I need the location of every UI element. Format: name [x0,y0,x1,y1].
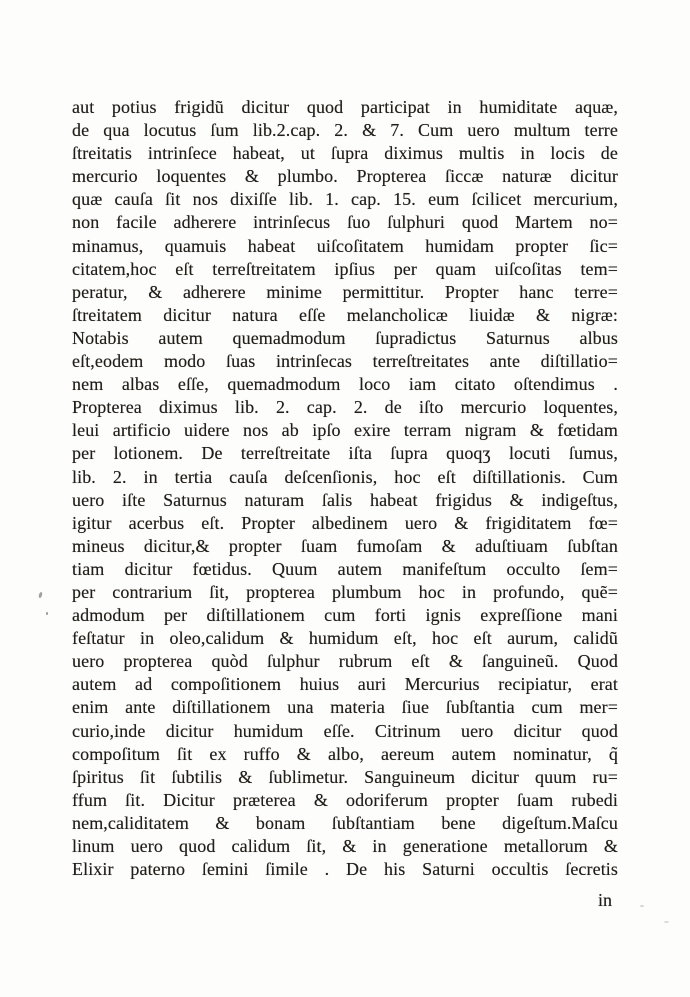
text-line: nem,caliditatem & bonam ſubſtantiam bene digeſtum.Maſcu [72,812,618,833]
text-line: aut potius frigidũ dicitur quod participat in humiditate aquæ, [72,97,618,117]
text-line: enim ante diſtillationem una materia ſiue ſubſtantia cum mer= [72,697,618,718]
text-line: lib. 2. in tertia cauſa deſcenſionis, hoc eſt diſtillationis. Cum [72,466,618,487]
text-line: Notabis autem quemadmodum ſupradictus Saturnus albus [72,327,618,348]
text-line: tiam dicitur fœtidus. Quum autem manifeſtum occulto ſem= [72,558,618,579]
text-line: igitur acerbus eſt. Propter albedinem uero & frigiditatem fœ= [72,512,618,533]
text-line: mercurio loquentes & plumbo. Propterea ſiccæ naturæ dicitur [72,166,618,187]
text-line: nem albas eſſe, quemadmodum loco iam citato oſtendimus . [72,374,618,395]
text-line: eſt,eodem modo ſuas intrinſecas terreſtreitates ante diſtillatio= [72,351,618,372]
text-line: uero propterea quòd ſulphur rubrum eſt & ſanguineũ. Quod [72,651,618,672]
text-line: per lotionem. De terreſtreitate iſta ſupra quoqʒ locuti ſumus, [72,443,618,464]
catchword: in [597,890,612,910]
text-line: peratur, & adherere minime permittitur. Propter hanc terre= [72,281,618,302]
text-line: Propterea diximus lib. 2. cap. 2. de iſto mercurio loquentes, [72,397,618,418]
text-line: non facile adherere intrinſecus ſuo ſulphuri quod Martem no= [72,212,618,233]
text-line: ffum ſit. Dicitur præterea & odoriferum propter ſuam rubedi [72,789,618,810]
text-line: leui artificio uidere nos ab ipſo exire terram nigram & fœtidam [72,420,618,441]
text-line: minamus, quamuis habeat uiſcoſitatem humidam propter ſic= [72,235,618,256]
text-line: feſtatur in oleo,calidum & humidum eſt, hoc eſt aurum, calidũ [72,628,618,649]
ink-speck [640,905,644,907]
ink-speck [46,612,48,615]
text-line: de qua locutus ſum lib.2.cap. 2. & 7. Cum uero multum terre [72,120,618,141]
text-line: per contrarium ſit, propterea plumbum hoc in profundo, quẽ= [72,581,618,602]
text-line: Elixir paterno ſemini ſimile . De his Saturni occultis ſecretis [72,859,618,880]
text-line: linum uero quod calidum ſit, & in generatione metallorum & [72,836,618,856]
ink-speck [38,592,43,599]
text-line: autem ad compoſitionem huius auri Mercurius recipiatur, erat [72,674,618,695]
text-line: citatem,hoc eſt terreſtreitatem ipſius per quam uiſcoſitas tem= [72,258,618,279]
ink-speck [664,921,669,923]
text-line: ſtreitatis intrinſece habeat, ut ſupra diximus multis in locis de [72,143,618,164]
text-line: curio,inde dicitur humidum eſſe. Citrinum uero dicitur quod [72,720,618,741]
text-line: ſtreitatem dicitur natura eſſe melancholicæ liuidæ & nigræ: [72,304,618,325]
text-line: compoſitum ſit ex ruffo & albo, aereum autem nominatur, q̃ [72,743,618,764]
text-line: mineus dicitur,& propter ſuam fumoſam & aduſtiuam ſubſtan [72,535,618,556]
text-line: ſpiritus ſit ſubtilis & ſublimetur. Sanguineum dicitur quum ru= [72,766,618,787]
text-line: quæ cauſa ſit nos dixiſſe lib. 1. cap. 15. eum ſcilicet mercurium, [72,189,618,210]
text-line: uero iſte Saturnus naturam ſalis habeat frigidus & indigeſtus, [72,489,618,510]
text-line: admodum per diſtillationem cum forti ignis expreſſione mani [72,605,618,626]
text-block [72,96,618,881]
